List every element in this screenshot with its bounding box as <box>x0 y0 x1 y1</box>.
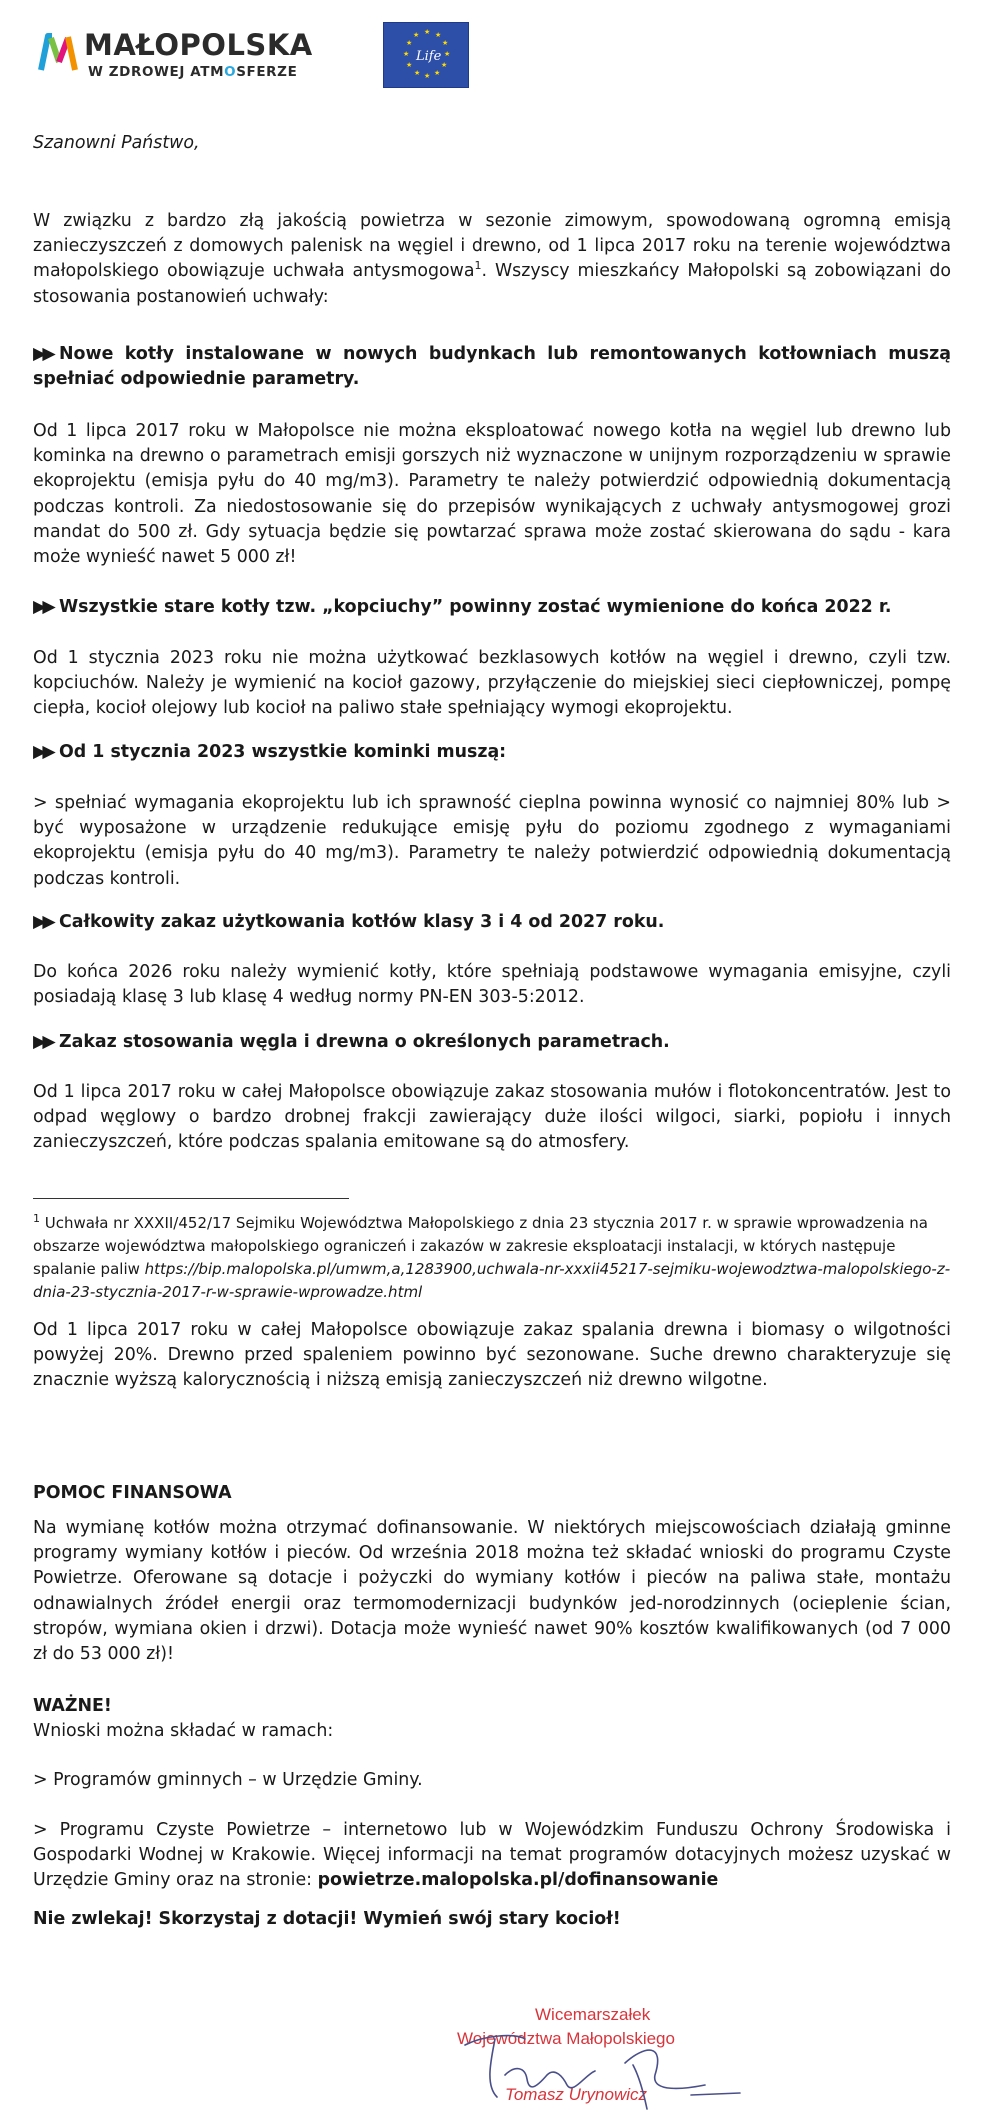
financial-section-title: POMOC FINANSOWA <box>33 1483 232 1503</box>
section-body: Od 1 lipca 2017 roku w całej Małopolsce obowiązuje zakaz stosowania mułów i flotokoncentratów. Jest to odpad węglowy o bardzo drobnej frakcji zawierający duże ilości wilgoci, siarki, popiołu i innych zanieczyszczeń, które podczas spalania emitowane są do atmosfery. <box>33 1082 951 1153</box>
double-arrow-icon: ▶▶ <box>33 1032 52 1052</box>
wood-paragraph: Od 1 lipca 2017 roku w całej Małopolsce obowiązuje zakaz spalania drewna i biomasy o wilgotności powyżej 20%. Drewno przed spaleniem powinno być sezonowane. Suche drewno charakteryzuje się znacznie wyższą kalorycznością i niższą emisją zanieczyszczeń niż drewno wilgotne. <box>33 1320 951 1391</box>
svg-text:★: ★ <box>403 50 410 58</box>
section-body: Do końca 2026 roku należy wymienić kotły, które spełniają podstawowe wymagania emisyjne, czyli posiadają klasę 3 lub klasę 4 według normy PN-EN 303-5:2012. <box>33 962 951 1008</box>
signature-block <box>455 2005 775 2115</box>
double-arrow-icon: ▶▶ <box>33 597 52 617</box>
signature-title-line2: Województwa Małopolskiego <box>457 2029 675 2048</box>
malopolska-m-mark-icon <box>38 32 82 72</box>
website-link[interactable]: powietrze.malopolska.pl/dofinansowanie <box>317 1870 719 1891</box>
important-label: WAŻNE! <box>33 1696 112 1716</box>
svg-text:★: ★ <box>406 39 413 47</box>
svg-text:★: ★ <box>435 31 442 39</box>
svg-text:★: ★ <box>406 61 413 69</box>
signature-name: Tomasz Urynowicz <box>505 2085 648 2104</box>
important-text: Wnioski można składać w ramach: <box>33 1721 334 1742</box>
svg-text:★: ★ <box>424 72 431 80</box>
section-body: Od 1 lipca 2017 roku w Małopolsce nie można eksploatować nowego kotła na węgiel lub drewno lub kominka na drewno o parametrach emisji gorszych niż wyznaczone w unijnym rozporządzeniu w sprawie ekoprojektu (emisja pyłu do 40 mg/m3). Parametry te należy potwierdzić odpowiednią dokumentacją podczas kontroli. Za niedostosowanie się do przepisów wynikających z uchwały antysmogowej grozi mandat do 500 zł. Gdy sytuacja będzie się powtarzać sprawa może zostać skierowana do sądu - kara może wynieść nawet 5 000 zł! <box>33 421 951 568</box>
option-municipal: > Programów gminnych – w Urzędzie Gminy. <box>33 1770 423 1790</box>
intro-paragraph: W związku z bardzo złą jakością powietrza w sezonie zimowym, spowodowaną ogromną emisją zanieczyszczeń z domowych palenisk na węgiel i drewno, od 1 lipca 2017 roku na terenie województwa małopolskiego obowiązuje uchwała antysmogowa$^1$. Wszyscy mieszkańcy Małopolski są zobowiązani do stosowania postanowień uchwały: <box>33 211 951 307</box>
brand-name: MAŁOPOLSKA <box>84 28 313 62</box>
malopolska-logo <box>38 26 358 90</box>
section-body: > spełniać wymagania ekoprojektu lub ich sprawność cieplna powinna wynosić co najmniej 80% lub > być wyposażone w urządzenie redukujące emisję pyłu do poziomu zgodnego z wymaganiami ekoprojektu (emisja pyłu do 40 mg/m3). Parametry te należy potwierdzić odpowiednią dokumentacją podczas kontroli. <box>33 793 951 889</box>
section-heading: ▶▶ Wszystkie stare kotły tzw. „kopciuchy” powinny zostać wymienione do końca 2022 r. <box>33 595 951 620</box>
svg-text:★: ★ <box>442 39 449 47</box>
option-clean-air: > Programu Czyste Powietrze – internetowo lub w Wojewódzkim Funduszu Ochrony Środowiska i Gospodarki Wodnej w Krakowie. Więcej informacji na temat programów dotacyjnych możesz uzyskać w Urzędzie Gminy oraz na stronie: powietrze.malopolska.pl/dofinansowanie <box>33 1820 951 1891</box>
svg-text:★: ★ <box>424 28 431 36</box>
signature-title-line1: Wicemarszałek <box>535 2005 651 2024</box>
section-body: Od 1 stycznia 2023 roku nie można użytkować bezklasowych kotłów na węgiel i drewno, czyli tzw. kopciuchów. Należy je wymienić na kocioł gazowy, przyłączenie do miejskiej sieci ciepłowniczej, pompę ciepła, kocioł olejowy lub kocioł na paliwo stałe spełniający wymogi ekoprojektu. <box>33 648 951 719</box>
svg-text:★: ★ <box>434 69 441 77</box>
double-arrow-icon: ▶▶ <box>33 912 52 932</box>
footnote-divider <box>33 1198 349 1199</box>
svg-text:★: ★ <box>413 31 420 39</box>
eu-life-text: Life <box>416 49 442 64</box>
section-heading: ▶▶ Nowe kotły instalowane w nowych budynkach lub remontowanych kotłowniach muszą spełniać odpowiednie parametry. <box>33 344 951 390</box>
double-arrow-icon: ▶▶ <box>33 742 52 762</box>
footnote-reference: 1 <box>474 259 482 273</box>
double-arrow-icon: ▶▶ <box>33 344 52 364</box>
call-to-action: Nie zwlekaj! Skorzystaj z dotacji! Wymień swój stary kocioł! <box>33 1909 621 1929</box>
eu-stars-icon <box>384 23 468 87</box>
brand-tagline: W ZDROWEJ ATMOSFERZE <box>88 64 298 80</box>
footnote: $^1$ Uchwała nr XXXII/452/17 Sejmiku Województwa Małopolskiego z dnia 23 stycznia 2017 r. w sprawie wprowadzenia na obszarze województwa małopolskiego ograniczeń i zakazów w zakresie eksploatacji instalacji, w których następuje spalanie paliw https://bip.malopolska.pl/umwm,a,1283900,uchwala-nr-xxxii45217-sejmiku-wojewodztwa-malopolskiego-z-dnia-23-stycznia-2017-r-w-sprawie-wprowadze.html <box>33 1212 951 1301</box>
svg-text:★: ★ <box>441 61 448 69</box>
financial-body: Na wymianę kotłów można otrzymać dofinansowanie. W niektórych miejscowościach działają gminne programy wymiany kotłów i pieców. Od września 2018 można też składać wnioski do programu Czyste Powietrze. Oferowane są dotacje i pożyczki do wymiany kotłów i pieców na paliwa stałe, montażu odnawialnych źródeł energii oraz termomodernizacji budynków jed-norodzinnych (ocieplenie ścian, stropów, wymiana okien i drzwi). Dotacja może wynieść nawet 90% kosztów kwalifikowanych (od 7 000 zł do 53 000 zł)! <box>33 1518 951 1665</box>
svg-text:★: ★ <box>414 69 421 77</box>
important-note <box>33 1694 333 1744</box>
section-heading: ▶▶ Od 1 stycznia 2023 wszystkie kominki muszą: <box>33 740 951 765</box>
section-heading: ▶▶ Zakaz stosowania węgla i drewna o określonych parametrach. <box>33 1030 951 1055</box>
handwritten-signature <box>455 2005 775 2115</box>
greeting: Szanowni Państwo, <box>33 133 200 153</box>
eu-life-logo <box>383 22 469 88</box>
svg-text:★: ★ <box>444 50 451 58</box>
footnote-link[interactable]: https://bip.malopolska.pl/umwm,a,1283900,uchwala-nr-xxxii45217-sejmiku-wojewodztwa-malopolskiego-z-dnia-23-stycznia-2017-r-w-sprawie-wprowadze.html <box>33 1260 951 1301</box>
section-heading: ▶▶ Całkowity zakaz użytkowania kotłów klasy 3 i 4 od 2027 roku. <box>33 910 951 935</box>
